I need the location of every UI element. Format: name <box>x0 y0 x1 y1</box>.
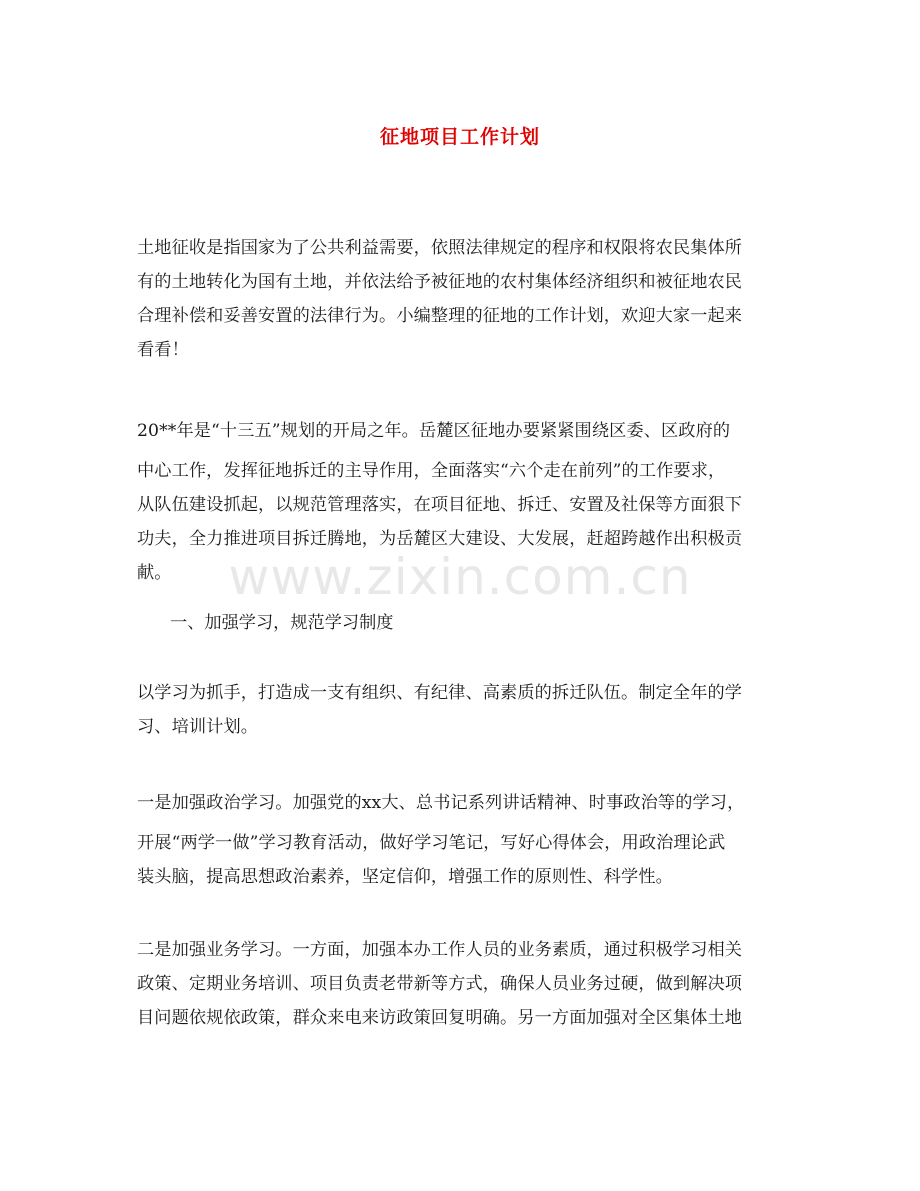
text-line: 从队伍建设抓起，以规范管理落实，在项目征地、拆迁、安置及社保等方面狠下 <box>137 495 743 515</box>
paragraph-business-study <box>137 933 787 1035</box>
text-line: 20**年是“十三五”规划的开局之年。岳麓区征地办要紧紧围绕区委、区政府的 <box>137 421 731 441</box>
watermark: www.zixin.com.cn <box>228 548 692 606</box>
text-line: 以学习为抓手，打造成一支有组织、有纪律、高素质的拆迁队伍。制定全年的学 <box>137 683 743 703</box>
text-line: 二是加强业务学习。一方面，加强本办工作人员的业务素质，通过积极学习相关 <box>137 940 743 960</box>
text-line: 一是加强政治学习。加强党的xx大、总书记系列讲话精神、时事政治等的学习， <box>137 793 745 813</box>
paragraph-study <box>137 676 787 744</box>
text-line: 开展“两学一做”学习教育活动，做好学习笔记，写好心得体会，用政治理论武 <box>137 833 726 853</box>
text-line: 土地征收是指国家为了公共利益需要，依照法律规定的程序和权限将农民集体所 <box>137 238 743 258</box>
text-line: 中心工作，发挥征地拆迁的主导作用，全面落实“六个走在前列”的工作要求， <box>137 461 726 481</box>
document-title: 征地项目工作计划 <box>379 126 540 148</box>
section-heading: 一、加强学习，规范学习制度 <box>170 613 394 633</box>
text-line: 献。 <box>137 563 172 583</box>
text-line: 看看！ <box>137 340 189 360</box>
paragraph-intro <box>137 231 787 367</box>
text-line: 装头脑，提高思想政治素养，坚定信仰，增强工作的原则性、科学性。 <box>137 867 673 887</box>
text-line: 目问题依规依政策，群众来电来访政策回复明确。另一方面加强对全区集体土地 <box>137 1008 743 1028</box>
paragraph-overview <box>137 414 787 590</box>
text-line: 习、培训计划。 <box>137 717 259 737</box>
text-line: 有的土地转化为国有土地，并依法给予被征地的农村集体经济组织和被征地农民 <box>137 272 743 292</box>
text-line: 政策、定期业务培训、项目负责老带新等方式，确保人员业务过硬，做到解决项 <box>137 974 743 994</box>
paragraph-political-study <box>137 786 787 894</box>
text-line: 合理补偿和妥善安置的法律行为。小编整理的征地的工作计划，欢迎大家一起来 <box>137 306 743 326</box>
text-line: 功夫，全力推进项目拆迁腾地，为岳麓区大建设、大发展，赶超跨越作出积极贡 <box>137 529 743 549</box>
